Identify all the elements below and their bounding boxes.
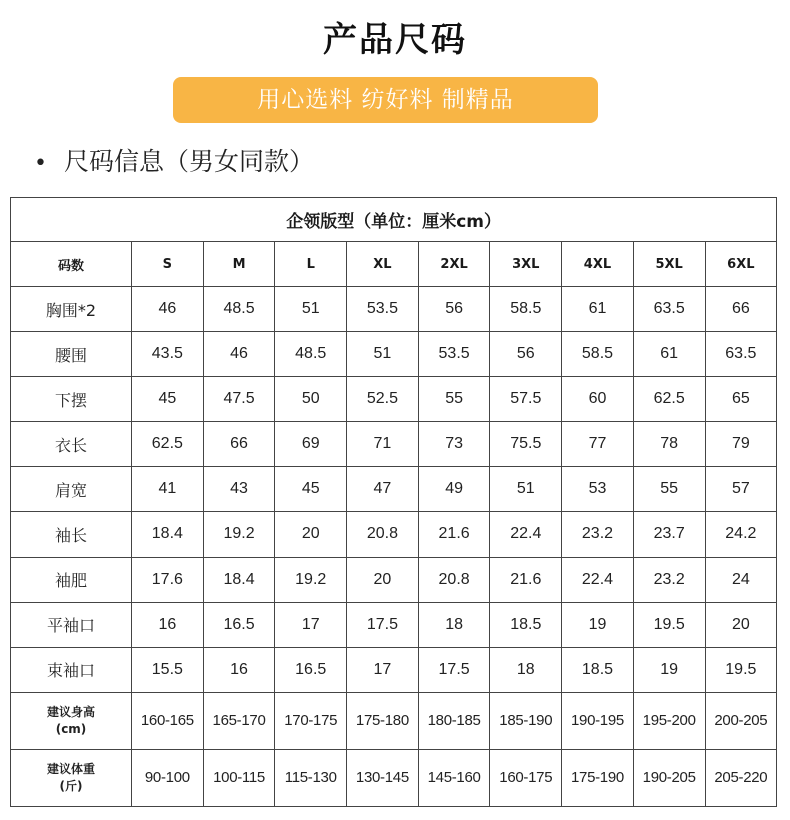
- table-cell: 62.5: [633, 377, 705, 422]
- table-cell: 56: [418, 287, 490, 332]
- table-cell: 180-185: [418, 692, 490, 749]
- row-label: 袖长: [11, 512, 132, 557]
- table-cell: 73: [418, 422, 490, 467]
- table-cell: 41: [132, 467, 204, 512]
- table-cell: 195-200: [633, 692, 705, 749]
- row-label: 平袖口: [11, 602, 132, 647]
- table-cell: 53: [562, 467, 634, 512]
- table-cell: 18: [490, 647, 562, 692]
- table-row: [11, 647, 777, 692]
- table-cell: 20: [347, 557, 419, 602]
- table-cell: 20: [705, 602, 777, 647]
- table-row: [11, 422, 777, 467]
- row-label: 下摆: [11, 377, 132, 422]
- table-cell: 160-175: [490, 749, 562, 806]
- table-row: [11, 512, 777, 557]
- header-size-2xl: 2XL: [418, 242, 490, 287]
- table-cell: 61: [633, 332, 705, 377]
- table-cell: 23.2: [562, 512, 634, 557]
- table-cell: 43: [203, 467, 275, 512]
- table-cell: 18.5: [490, 602, 562, 647]
- table-cell: 18.5: [562, 647, 634, 692]
- row-label: [11, 749, 132, 806]
- table-cell: 53.5: [418, 332, 490, 377]
- table-cell: 77: [562, 422, 634, 467]
- table-cell: 56: [490, 332, 562, 377]
- table-cell: 17.5: [418, 647, 490, 692]
- table-row: [11, 467, 777, 512]
- table-cell: 18.4: [132, 512, 204, 557]
- header-size-m: M: [203, 242, 275, 287]
- table-row: [11, 377, 777, 422]
- table-cell: 18: [418, 602, 490, 647]
- table-row: [11, 332, 777, 377]
- table-cell: 185-190: [490, 692, 562, 749]
- size-table: [10, 197, 777, 807]
- table-cell: 19: [562, 602, 634, 647]
- table-cell: 190-205: [633, 749, 705, 806]
- table-cell: 60: [562, 377, 634, 422]
- table-cell: 21.6: [418, 512, 490, 557]
- header-size-xl: XL: [347, 242, 419, 287]
- table-cell: 90-100: [132, 749, 204, 806]
- header-size-5xl: 5XL: [633, 242, 705, 287]
- table-cell: 16.5: [275, 647, 347, 692]
- header-size-l: L: [275, 242, 347, 287]
- table-cell: 23.7: [633, 512, 705, 557]
- table-cell: 49: [418, 467, 490, 512]
- table-cell: 69: [275, 422, 347, 467]
- row-label-line2: (cm): [55, 721, 87, 736]
- table-cell: 55: [418, 377, 490, 422]
- row-label: [11, 692, 132, 749]
- table-cell: 100-115: [203, 749, 275, 806]
- bullet-icon: •: [34, 151, 47, 176]
- slogan-banner: 用心选料 纺好料 制精品: [173, 77, 598, 123]
- header-size-4xl: 4XL: [562, 242, 634, 287]
- table-cell: 24.2: [705, 512, 777, 557]
- table-cell: 51: [347, 332, 419, 377]
- table-cell: 58.5: [562, 332, 634, 377]
- table-cell: 50: [275, 377, 347, 422]
- table-cell: 75.5: [490, 422, 562, 467]
- table-cell: 175-190: [562, 749, 634, 806]
- table-cell: 145-160: [418, 749, 490, 806]
- table-cell: 62.5: [132, 422, 204, 467]
- table-cell: 15.5: [132, 647, 204, 692]
- table-cell: 78: [633, 422, 705, 467]
- table-cell: 19: [633, 647, 705, 692]
- table-cell: 22.4: [562, 557, 634, 602]
- table-cell: 19.2: [203, 512, 275, 557]
- table-cell: 17.6: [132, 557, 204, 602]
- section-heading-text: 尺码信息（男女同款）: [64, 147, 315, 176]
- table-cell: 63.5: [633, 287, 705, 332]
- table-cell: 170-175: [275, 692, 347, 749]
- table-cell: 200-205: [705, 692, 777, 749]
- table-cell: 19.2: [275, 557, 347, 602]
- table-cell: 24: [705, 557, 777, 602]
- table-cell: 61: [562, 287, 634, 332]
- table-cell: 47.5: [203, 377, 275, 422]
- table-cell: 17: [347, 647, 419, 692]
- table-cell: 23.2: [633, 557, 705, 602]
- table-cell: 16: [203, 647, 275, 692]
- row-label: 衣长: [11, 422, 132, 467]
- table-cell: 57.5: [490, 377, 562, 422]
- row-label: 袖肥: [11, 557, 132, 602]
- table-cell: 66: [203, 422, 275, 467]
- table-cell: 160-165: [132, 692, 204, 749]
- table-cell: 115-130: [275, 749, 347, 806]
- header-size-3xl: 3XL: [490, 242, 562, 287]
- table-cell: 65: [705, 377, 777, 422]
- table-cell: 79: [705, 422, 777, 467]
- table-cell: 51: [275, 287, 347, 332]
- table-caption: 企领版型（单位：厘米cm）: [11, 198, 777, 242]
- table-cell: 63.5: [705, 332, 777, 377]
- table-cell: 53.5: [347, 287, 419, 332]
- table-cell: 20: [275, 512, 347, 557]
- table-cell: 52.5: [347, 377, 419, 422]
- header-size-label: 码数: [11, 242, 132, 287]
- table-cell: 16: [132, 602, 204, 647]
- table-cell: 175-180: [347, 692, 419, 749]
- table-cell: 45: [275, 467, 347, 512]
- row-label-line1: 建议身高: [46, 704, 95, 719]
- table-cell: 46: [132, 287, 204, 332]
- table-cell: 20.8: [418, 557, 490, 602]
- table-cell: 66: [705, 287, 777, 332]
- table-cell: 48.5: [203, 287, 275, 332]
- row-label: 腰围: [11, 332, 132, 377]
- table-cell: 190-195: [562, 692, 634, 749]
- table-cell: 17: [275, 602, 347, 647]
- table-row: [11, 557, 777, 602]
- table-cell: 16.5: [203, 602, 275, 647]
- table-cell: 47: [347, 467, 419, 512]
- table-cell: 17.5: [347, 602, 419, 647]
- table-row: [11, 692, 777, 749]
- table-cell: 21.6: [490, 557, 562, 602]
- row-label-line2: (斤): [59, 778, 83, 793]
- table-row: [11, 602, 777, 647]
- table-cell: 22.4: [490, 512, 562, 557]
- table-cell: 55: [633, 467, 705, 512]
- header-size-s: S: [132, 242, 204, 287]
- table-header-row: [11, 242, 777, 287]
- table-row: [11, 287, 777, 332]
- row-label-line1: 建议体重: [46, 761, 95, 776]
- table-cell: 205-220: [705, 749, 777, 806]
- table-cell: 51: [490, 467, 562, 512]
- table-cell: 18.4: [203, 557, 275, 602]
- row-label: 肩宽: [11, 467, 132, 512]
- row-label: 胸围*2: [11, 287, 132, 332]
- table-row: [11, 749, 777, 806]
- table-cell: 20.8: [347, 512, 419, 557]
- table-cell: 57: [705, 467, 777, 512]
- table-cell: 19.5: [705, 647, 777, 692]
- table-cell: 45: [132, 377, 204, 422]
- table-cell: 130-145: [347, 749, 419, 806]
- table-cell: 43.5: [132, 332, 204, 377]
- table-cell: 48.5: [275, 332, 347, 377]
- table-cell: 19.5: [633, 602, 705, 647]
- table-cell: 71: [347, 422, 419, 467]
- page-title: 产品尺码: [323, 20, 467, 60]
- row-label: 束袖口: [11, 647, 132, 692]
- table-cell: 46: [203, 332, 275, 377]
- table-cell: 58.5: [490, 287, 562, 332]
- header-size-6xl: 6XL: [705, 242, 777, 287]
- table-cell: 165-170: [203, 692, 275, 749]
- section-heading: [34, 144, 314, 180]
